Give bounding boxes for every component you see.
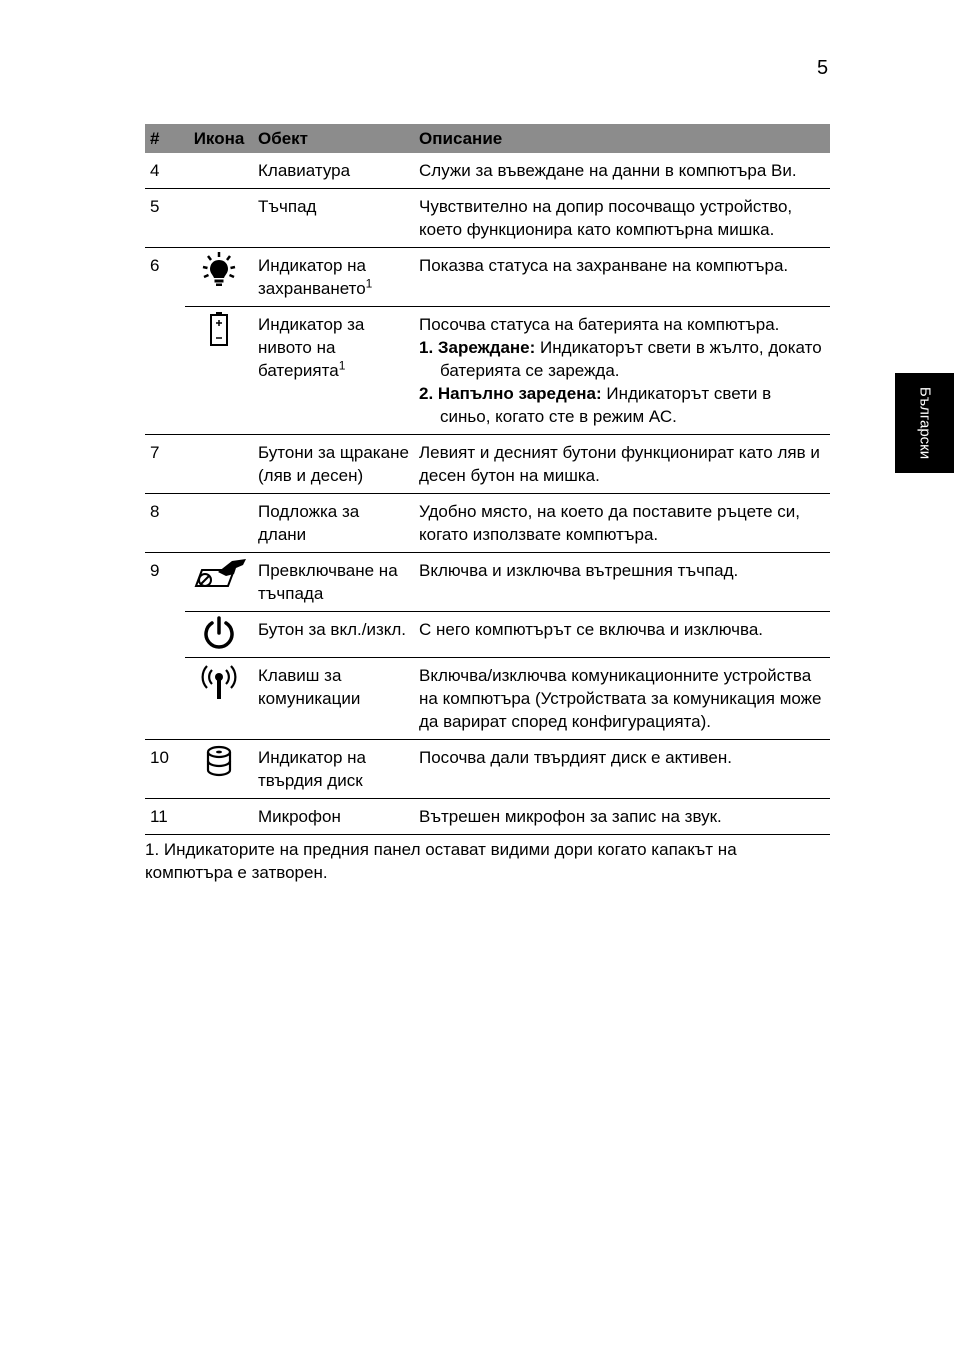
list-item: 1. Зареждане: Индикаторът свети в жълто, докато батерията се зарежда.	[419, 338, 822, 380]
row-description: Вътрешен микрофон за запис на звук.	[414, 799, 830, 835]
table-row	[145, 658, 830, 740]
feature-table	[145, 124, 830, 835]
battery-status-list	[419, 336, 826, 428]
table-row	[145, 740, 830, 799]
row-description: Служи за въвеждане на данни в компютъра Ви.	[419, 161, 797, 180]
row-description: Включва и изключва вътрешния тъчпад.	[414, 553, 830, 612]
table-row	[145, 307, 830, 435]
row-object: Микрофон	[253, 799, 414, 835]
table-row	[145, 553, 830, 612]
header-icon: Икона	[185, 124, 253, 153]
row-description: Показва статуса на захранване на компютъра.	[414, 248, 830, 307]
row-object: Подложка за длани	[253, 494, 414, 553]
row-description: Чувствително на допир посочващо устройство, което функционира като компютърна мишка.	[414, 189, 830, 248]
touchpad-toggle-icon	[190, 556, 248, 592]
footnote: 1. Индикаторите на предния панел остават видими дори когато капакът на компютъра е затворен.	[145, 840, 737, 882]
wireless-communication-icon	[198, 661, 240, 703]
power-button-icon	[201, 615, 237, 651]
header-description: Описание	[414, 124, 830, 153]
row-object: Клавиатура	[258, 161, 351, 180]
table-row	[145, 189, 830, 248]
table-row	[145, 799, 830, 835]
row-description: Включва/изключва комуникационните устройства на компютъра (Устройствата за комуникация може да варират според конфигурацията).	[414, 658, 830, 740]
row-num: 9	[145, 553, 185, 612]
row-num: 5	[145, 189, 185, 248]
footnote-ref: 1	[365, 276, 373, 291]
table-row	[145, 612, 830, 658]
battery-description: Посочва статуса на батерията на компютъра.	[419, 315, 780, 334]
table-row	[145, 494, 830, 553]
row-object: Клавиш за комуникации	[253, 658, 414, 740]
power-indicator-bulb-icon	[199, 251, 239, 291]
row-object: Индикатор на захранването$^1$	[253, 248, 414, 307]
header-object: Обект	[253, 124, 414, 153]
row-num: 7	[145, 435, 185, 494]
hard-disk-icon	[203, 743, 235, 779]
language-tab-label: Български	[916, 386, 933, 460]
list-item: 2. Напълно заредена: Индикаторът свети в синьо, когато сте в режим АС.	[419, 384, 772, 426]
footnote-ref: 1	[338, 358, 346, 373]
row-object: Индикатор за нивото на батерията$^1$	[253, 307, 414, 435]
table-row	[145, 248, 830, 307]
row-description: Удобно място, на което да поставите ръцете си, когато използвате компютъра.	[414, 494, 830, 553]
battery-icon	[207, 310, 231, 350]
row-object: Индикатор на твърдия диск	[253, 740, 414, 799]
table-row	[145, 153, 830, 189]
row-object: Бутон за вкл./изкл.	[253, 612, 414, 658]
row-description: Посочва дали твърдият диск е активен.	[414, 740, 830, 799]
page-number: 5	[817, 57, 829, 79]
row-description: С него компютърът се включва и изключва.	[414, 612, 830, 658]
table-row	[145, 435, 830, 494]
table-header-row	[145, 124, 830, 153]
language-tab	[895, 373, 954, 473]
row-object: Тъчпад	[253, 189, 414, 248]
header-num: #	[145, 124, 185, 153]
row-object: Превключване на тъчпада	[253, 553, 414, 612]
row-description	[414, 307, 830, 435]
row-num: 4	[150, 161, 160, 180]
row-num: 11	[145, 799, 185, 835]
row-description: Левият и десният бутони функционират като ляв и десен бутон на мишка.	[414, 435, 830, 494]
row-num: 10	[145, 740, 185, 799]
row-num: 8	[145, 494, 185, 553]
row-num: 6	[145, 248, 185, 307]
row-object: Бутони за щракане (ляв и десен)	[253, 435, 414, 494]
